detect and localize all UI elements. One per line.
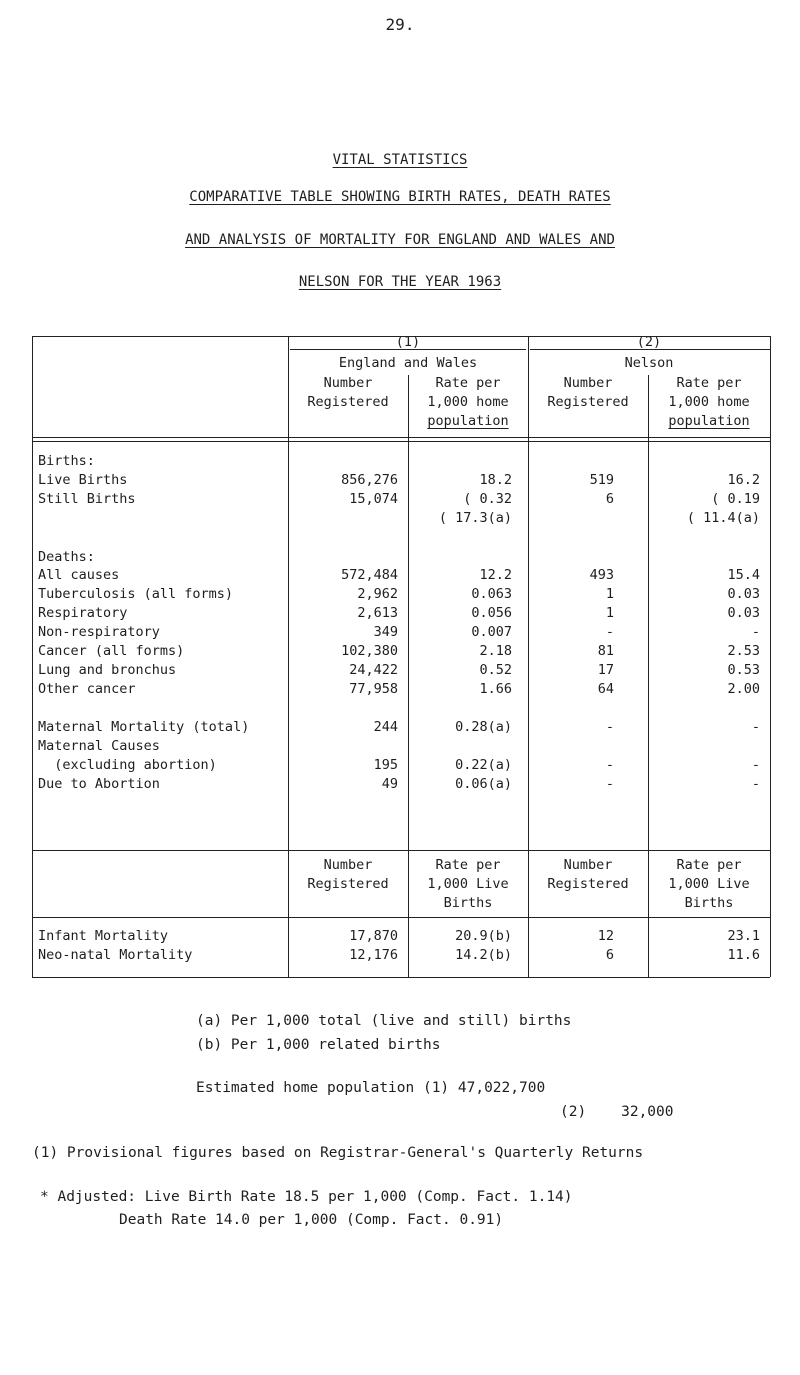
- ew-number: 2,962: [357, 586, 398, 602]
- row-label: Still Births: [38, 491, 136, 507]
- ew-rate: 1.66: [479, 681, 512, 697]
- nelson-rate: 2.53: [727, 643, 760, 659]
- nelson-rate: -: [751, 757, 760, 773]
- ew-registered-heading: Registered: [307, 394, 389, 410]
- nelson-rate-heading-2: 1,000 home: [668, 394, 750, 410]
- nelson-number2-heading: Number: [563, 857, 613, 873]
- nelson-rate-heading-3: population: [668, 413, 750, 429]
- nelson-number: 6: [605, 947, 614, 963]
- col-border-right: [770, 336, 771, 977]
- row-label: Cancer (all forms): [38, 643, 185, 659]
- row-label: Neo-natal Mortality: [38, 947, 193, 963]
- nelson-number: -: [605, 624, 614, 640]
- section-divider: [32, 850, 770, 851]
- provisional-note: (1) Provisional figures based on Registrar-General's Quarterly Returns: [32, 1145, 644, 1161]
- nelson-rate: 16.2: [727, 472, 760, 488]
- ew-live-rate-heading-2: 1,000 Live: [427, 876, 509, 892]
- footnote-a: (a) Per 1,000 total (live and still) births: [196, 1013, 572, 1029]
- group2-name: Nelson: [624, 355, 674, 371]
- nelson-rate: 0.03: [727, 605, 760, 621]
- row-label: Maternal Mortality (total): [38, 719, 250, 735]
- nelson-number: 6: [605, 491, 614, 507]
- row-label: Maternal Causes: [38, 738, 160, 754]
- ew-rate: ( 0.32: [463, 491, 512, 507]
- ew-number: 49: [381, 776, 398, 792]
- ew-rate: 0.063: [471, 586, 512, 602]
- nelson-number: 17: [597, 662, 614, 678]
- ew-rate-heading-1: Rate per: [435, 375, 501, 391]
- nelson-rate: 23.1: [727, 928, 760, 944]
- ew-number: 15,074: [349, 491, 398, 507]
- population-line-1: Estimated home population (1) 47,022,700: [196, 1080, 546, 1096]
- nelson-number: 493: [589, 567, 614, 583]
- ew-number: 572,484: [341, 567, 398, 583]
- col-border-left: [32, 336, 33, 977]
- row-label: Tuberculosis (all forms): [38, 586, 234, 602]
- ew-number: 24,422: [349, 662, 398, 678]
- nelson-rate: 0.53: [727, 662, 760, 678]
- header-divider-double: [32, 441, 770, 442]
- subheader-divider: [32, 917, 770, 918]
- ew-rate: 0.28(a): [455, 719, 512, 735]
- group2-number: (2): [636, 334, 662, 350]
- ew-number: 856,276: [341, 472, 398, 488]
- ew-number: 102,380: [341, 643, 398, 659]
- ew-number: 349: [373, 624, 398, 640]
- row-label: Live Births: [38, 472, 128, 488]
- ew-live-rate-heading-1: Rate per: [435, 857, 501, 873]
- subtitle-line-2: AND ANALYSIS OF MORTALITY FOR ENGLAND AND WALES AND: [185, 232, 615, 248]
- group1-name: England and Wales: [338, 355, 478, 371]
- ew-rate: 0.007: [471, 624, 512, 640]
- ew-rate: 0.056: [471, 605, 512, 621]
- ew-rate: 20.9(b): [455, 928, 512, 944]
- ew-rate: 0.06(a): [455, 776, 512, 792]
- nelson-number: 12: [597, 928, 614, 944]
- nelson-number: 64: [597, 681, 614, 697]
- nelson-live-rate-heading-1: Rate per: [676, 857, 742, 873]
- nelson-number: 1: [605, 605, 614, 621]
- ew-rate: 2.18: [479, 643, 512, 659]
- ew-number2-heading: Number: [323, 857, 373, 873]
- nelson-rate: 2.00: [727, 681, 760, 697]
- ew-rate: 14.2(b): [455, 947, 512, 963]
- page-title: VITAL STATISTICS: [332, 152, 468, 168]
- nelson-number: 81: [597, 643, 614, 659]
- nelson-number: -: [605, 776, 614, 792]
- row-label: Respiratory: [38, 605, 128, 621]
- ew-rate: ( 17.3(a): [438, 510, 512, 526]
- row-label: Infant Mortality: [38, 928, 169, 944]
- page-number: 29.: [385, 15, 415, 34]
- nelson-number: 1: [605, 586, 614, 602]
- nelson-registered-heading: Registered: [547, 394, 629, 410]
- nelson-rate: ( 0.19: [711, 491, 760, 507]
- nelson-rate: 11.6: [727, 947, 760, 963]
- row-label: Deaths:: [38, 549, 95, 565]
- nelson-rate: 15.4: [727, 567, 760, 583]
- ew-number-heading: Number: [323, 375, 373, 391]
- header-divider: [32, 437, 770, 438]
- nelson-rate: ( 11.4(a): [686, 510, 760, 526]
- group1-number: (1): [395, 334, 421, 350]
- nelson-rate-heading-1: Rate per: [676, 375, 742, 391]
- ew-rate-heading-2: 1,000 home: [427, 394, 509, 410]
- row-label: Births:: [38, 453, 95, 469]
- footnote-b: (b) Per 1,000 related births: [196, 1037, 441, 1053]
- ew-number: 17,870: [349, 928, 398, 944]
- ew-rate: 12.2: [479, 567, 512, 583]
- nelson-live-rate-heading-3: Births: [684, 895, 734, 911]
- nelson-number-heading: Number: [563, 375, 613, 391]
- nelson-rate: -: [751, 624, 760, 640]
- table-bottom-border: [32, 977, 770, 978]
- nelson-registered2-heading: Registered: [547, 876, 629, 892]
- subtitle-line-1: COMPARATIVE TABLE SHOWING BIRTH RATES, DEATH RATES: [189, 189, 611, 205]
- ew-number: 244: [373, 719, 398, 735]
- adjusted-note-1: * Adjusted: Live Birth Rate 18.5 per 1,000 (Comp. Fact. 1.14): [40, 1189, 573, 1205]
- row-label: All causes: [38, 567, 120, 583]
- ew-rate: 0.22(a): [455, 757, 512, 773]
- ew-number: 195: [373, 757, 398, 773]
- row-label: Non-respiratory: [38, 624, 160, 640]
- ew-number: 77,958: [349, 681, 398, 697]
- row-label: Lung and bronchus: [38, 662, 177, 678]
- adjusted-note-2: Death Rate 14.0 per 1,000 (Comp. Fact. 0.91): [119, 1212, 504, 1228]
- ew-number: 12,176: [349, 947, 398, 963]
- row-label: (excluding abortion): [38, 757, 217, 773]
- nelson-number: 519: [589, 472, 614, 488]
- nelson-rate: -: [751, 719, 760, 735]
- row-label: Due to Abortion: [38, 776, 160, 792]
- ew-live-rate-heading-3: Births: [443, 895, 493, 911]
- ew-rate: 0.52: [479, 662, 512, 678]
- ew-rate: 18.2: [479, 472, 512, 488]
- population-line-2: (2) 32,000: [560, 1104, 674, 1120]
- subtitle-line-3: NELSON FOR THE YEAR 1963: [298, 274, 502, 290]
- nelson-rate: 0.03: [727, 586, 760, 602]
- row-label: Other cancer: [38, 681, 136, 697]
- nelson-rate: -: [751, 776, 760, 792]
- nelson-live-rate-heading-2: 1,000 Live: [668, 876, 750, 892]
- ew-number: 2,613: [357, 605, 398, 621]
- ew-rate-heading-3: population: [427, 413, 509, 429]
- nelson-number: -: [605, 719, 614, 735]
- nelson-number: -: [605, 757, 614, 773]
- ew-registered2-heading: Registered: [307, 876, 389, 892]
